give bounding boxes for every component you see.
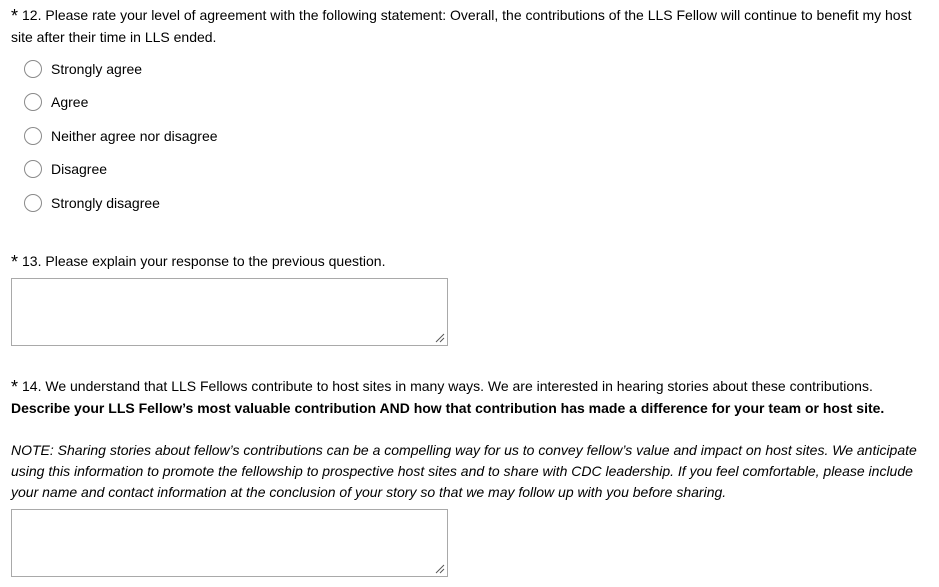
question-14-text: 14. We understand that LLS Fellows contribute to host sites in many ways. We are interested in hearing stories about these contributions. bbox=[22, 378, 873, 394]
option-label: Strongly agree bbox=[51, 61, 143, 77]
question-13-prompt bbox=[11, 251, 929, 273]
q12-option-strongly-agree[interactable] bbox=[24, 58, 142, 80]
resize-grip-icon[interactable] bbox=[435, 564, 445, 574]
question-12-text: 12. Please rate your level of agreement with the following statement: Overall, the contributions of the LLS Fellow will continue to benefit my host site after their time in LLS ended. bbox=[11, 7, 912, 45]
question-14-prompt bbox=[11, 376, 929, 398]
required-asterisk: * bbox=[11, 377, 19, 397]
option-label: Strongly disagree bbox=[51, 195, 160, 211]
q13-response-textarea[interactable] bbox=[11, 278, 448, 346]
option-label: Disagree bbox=[51, 161, 108, 177]
q12-option-agree[interactable] bbox=[24, 91, 88, 113]
required-asterisk: * bbox=[11, 6, 19, 26]
radio-button[interactable] bbox=[24, 60, 42, 78]
radio-button[interactable] bbox=[24, 127, 42, 145]
q12-option-strongly-disagree[interactable] bbox=[24, 192, 160, 214]
q12-option-disagree[interactable] bbox=[24, 158, 107, 180]
resize-grip-icon[interactable] bbox=[435, 333, 445, 343]
option-label: Agree bbox=[51, 94, 89, 110]
question-12-prompt bbox=[11, 5, 929, 48]
question-14-bold-instruction: Describe your LLS Fellow’s most valuable contribution AND how that contribution has made a difference for your team or host site. bbox=[11, 400, 885, 416]
option-label: Neither agree nor disagree bbox=[51, 128, 218, 144]
q12-option-neither[interactable] bbox=[24, 125, 218, 147]
q14-response-textarea[interactable] bbox=[11, 509, 448, 577]
question-13-text: 13. Please explain your response to the previous question. bbox=[22, 253, 386, 269]
radio-button[interactable] bbox=[24, 194, 42, 212]
radio-button[interactable] bbox=[24, 160, 42, 178]
radio-button[interactable] bbox=[24, 93, 42, 111]
required-asterisk: * bbox=[11, 252, 19, 272]
question-14-note: NOTE: Sharing stories about fellow’s contributions can be a compelling way for us to convey fellow’s value and impact on host sites. We anticipate using this information to promote the fellowship to prospective host sites and to share with CDC leadership. If you feel comfortable, please include your name and contact information at the conclusion of your story so that we may follow up with you before sharing. bbox=[11, 442, 917, 500]
